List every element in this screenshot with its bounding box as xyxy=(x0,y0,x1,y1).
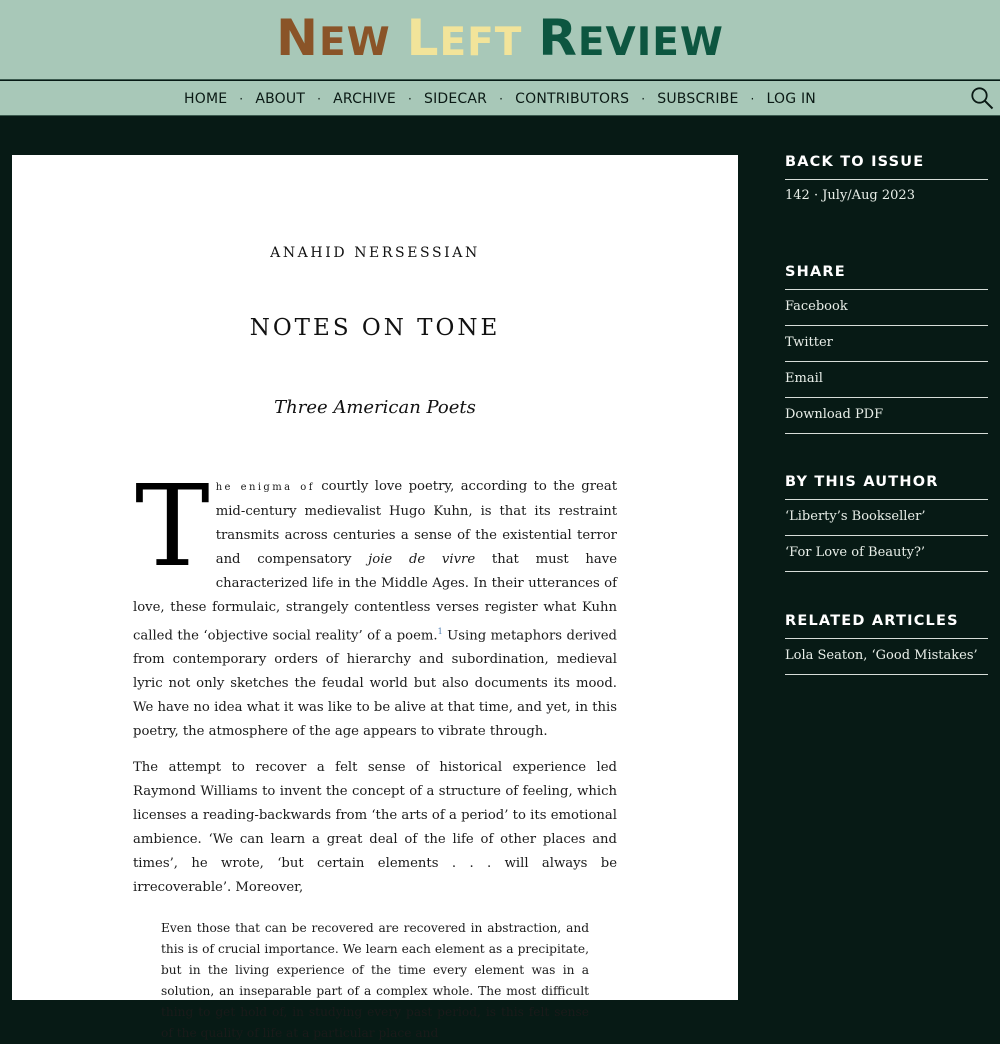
sidebar-spacer xyxy=(785,434,988,470)
nav-item-subscribe[interactable]: SUBSCRIBE xyxy=(657,90,739,107)
paragraph-1 xyxy=(133,462,617,744)
search-icon xyxy=(970,86,994,110)
sidebar-spacer xyxy=(785,572,988,609)
nav-item-archive[interactable]: ARCHIVE xyxy=(333,90,396,107)
drop-cap: T xyxy=(135,462,210,592)
nav-separator: · xyxy=(317,91,322,106)
paragraph-1-text-a: courtly love poetry, according to the great mid-century medievalist Hugo Kuhn, is that its restraint transmits across centuries a sense of the existential terror and compensatory xyxy=(215,479,617,567)
footnote-ref[interactable]: 1 xyxy=(437,627,443,636)
paragraph-1-italic: joie de vivre xyxy=(368,552,476,567)
nav-separator: · xyxy=(407,91,412,106)
share-email-link[interactable]: Email xyxy=(785,362,988,398)
nav-separator: · xyxy=(641,91,646,106)
paragraph-1-text-c: Using metaphors derived from contemporary orders of hierarchy and subordination, medieval lyric not only sketches the feudal world but also documents its mood. We have no idea what it was like to be alive at that time, and yet, in this poetry, the atmosphere of the age appears to vibrate through. xyxy=(133,628,617,740)
paragraph-2: The attempt to recover a felt sense of historical experience led Raymond Williams to invent the concept of a structure of feeling, which licenses a reading-backwards from ‘the arts of a period’ to its emotional ambience. ‘We can learn a great deal of the life of other places and times’, he wrote, ‘but certain elements . . . will always be irrecoverable’. Moreover, xyxy=(133,760,617,896)
nav-item-home[interactable]: HOME xyxy=(184,90,228,107)
nav-bar xyxy=(0,81,1000,116)
share-twitter-link[interactable]: Twitter xyxy=(785,326,988,362)
blockquote: Even those that can be recovered are recovered in abstraction, and this is of crucial importance. We learn each element as a precipitate, but in the living experience of the time every element was in a solution, an inseparable part of a complex whole. The most difficult thing to get hold of, in studying every past period, is this felt sense of the quality of life at a particular place and xyxy=(161,921,589,1041)
nav-item-about[interactable]: ABOUT xyxy=(255,90,306,107)
article-paper xyxy=(12,155,738,1041)
nav-separator: · xyxy=(239,91,244,106)
nav-separator: · xyxy=(750,91,755,106)
share-facebook-link[interactable]: Facebook xyxy=(785,290,988,326)
nav-item-sidecar[interactable]: SIDECAR xyxy=(423,90,488,107)
logo-word-new: NEW xyxy=(276,8,391,67)
article-title: NOTES ON TONE xyxy=(249,315,501,341)
nav-item-contributors[interactable]: CONTRIBUTORS xyxy=(515,90,630,107)
back-to-issue-heading[interactable]: BACK TO ISSUE xyxy=(785,150,988,180)
author-article-link[interactable]: ‘For Love of Beauty?’ xyxy=(785,536,988,572)
nav-item-log-in[interactable]: LOG IN xyxy=(766,90,816,107)
author-article-link[interactable]: ‘Liberty’s Bookseller’ xyxy=(785,500,988,536)
opening-smallcaps: he enigma of xyxy=(215,482,315,493)
download-pdf-link[interactable]: Download PDF xyxy=(785,398,988,434)
sidebar xyxy=(785,150,988,675)
share-heading: SHARE xyxy=(785,260,988,290)
article-body xyxy=(133,462,617,1044)
nav-separator: · xyxy=(499,91,504,106)
related-articles-heading: RELATED ARTICLES xyxy=(785,609,988,639)
site-logo[interactable] xyxy=(276,8,724,67)
logo-word-review: REVIEW xyxy=(538,8,724,67)
article-author[interactable]: ANAHID NERSESSIAN xyxy=(270,245,480,261)
article-subtitle: Three American Poets xyxy=(274,397,476,418)
search-button[interactable] xyxy=(970,86,994,110)
sidebar-spacer xyxy=(785,216,988,260)
related-article-link[interactable]: Lola Seaton, ‘Good Mistakes’ xyxy=(785,639,988,675)
paragraph-1-text-b: that must have characterized life in the Middle Ages. In their utterances of love, these formulaic, strangely contentless verses register what Kuhn called the ‘objective social reality’ of a poem. xyxy=(133,552,617,644)
logo-word-left: LEFT xyxy=(406,8,523,67)
nav-list xyxy=(0,81,1000,116)
issue-info[interactable]: 142 · July/Aug 2023 xyxy=(785,188,915,203)
by-this-author-heading: BY THIS AUTHOR xyxy=(785,470,988,500)
masthead xyxy=(0,0,1000,80)
